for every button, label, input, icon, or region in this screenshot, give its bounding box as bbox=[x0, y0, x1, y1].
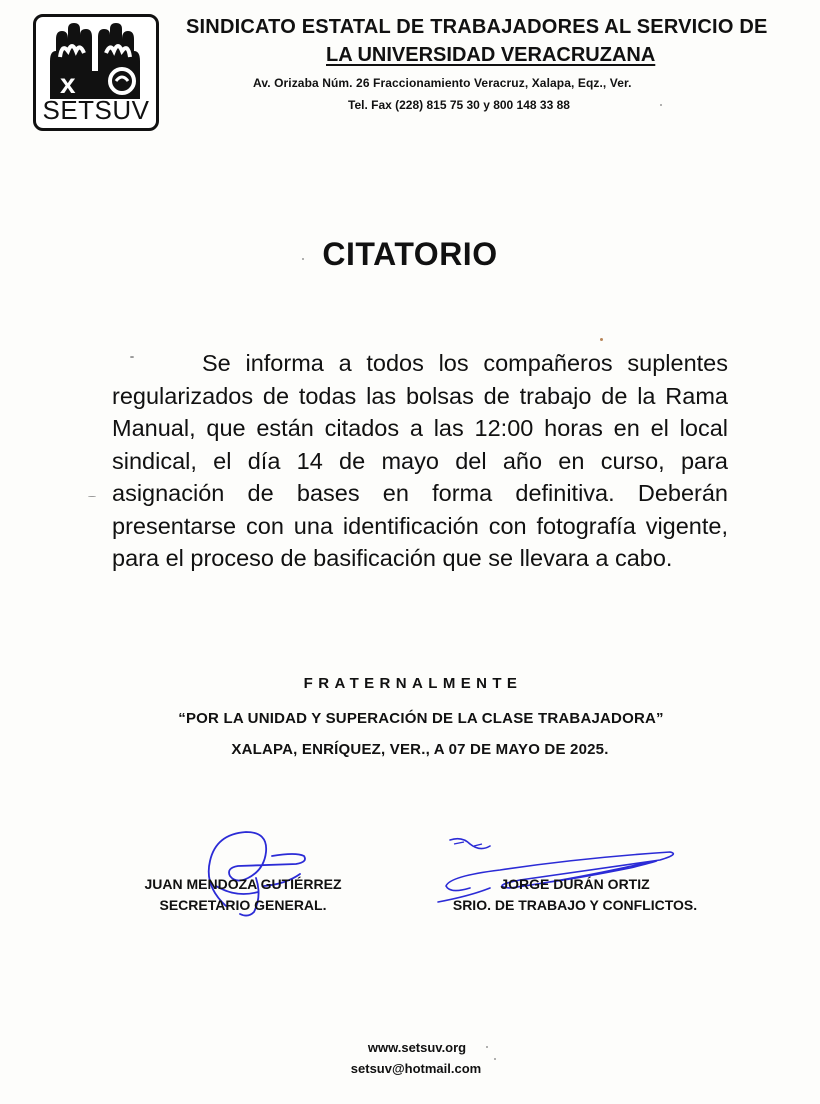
signatory-name: JUAN MENDOZA GUTIÉRREZ bbox=[144, 876, 342, 892]
notice-body: Se informa a todos los compañeros suplentes regularizados de todas las bolsas de trabajo de la Rama Manual, que están citados a las 12:00 horas en el local sindical, el día 14 de mayo del año en curso, para asignación de bases en forma definitiva. Deberán presentarse con una identificación con fotografía vigente, para el proceso de basificación que se llevara a cabo. bbox=[112, 350, 728, 571]
union-motto: “POR LA UNIDAD Y SUPERACIÓN DE LA CLASE TRABAJADORA” bbox=[178, 710, 664, 727]
hands-emblem-icon bbox=[42, 21, 152, 103]
signatory-position: SECRETARIO GENERAL. bbox=[159, 897, 327, 913]
signatory-position: SRIO. DE TRABAJO Y CONFLICTOS. bbox=[452, 897, 698, 913]
logo-text: SETSUV bbox=[42, 95, 150, 125]
scan-speck bbox=[130, 356, 134, 358]
scan-speck bbox=[600, 338, 603, 341]
scan-speck bbox=[88, 496, 96, 497]
scan-speck bbox=[494, 1058, 496, 1060]
scan-speck bbox=[660, 104, 662, 106]
signatory-right bbox=[420, 874, 730, 916]
footer-website[interactable]: www.setsuv.org bbox=[367, 1040, 467, 1055]
document-title: CITATORIO bbox=[322, 236, 498, 272]
setsuv-logo bbox=[33, 14, 159, 131]
scan-speck bbox=[486, 1046, 488, 1048]
signatory-name: JORGE DURÁN ORTIZ bbox=[500, 876, 650, 892]
svg-text:x: x bbox=[60, 68, 76, 99]
place-date: XALAPA, ENRÍQUEZ, VER., A 07 DE MAYO DE 2025. bbox=[231, 741, 609, 758]
org-name-line2: LA UNIVERSIDAD VERACRUZANA bbox=[326, 44, 656, 66]
org-address: Av. Orizaba Núm. 26 Fraccionamiento Veracruz, Xalapa, Eqz., Ver. bbox=[253, 76, 632, 90]
signatory-left bbox=[112, 874, 374, 916]
footer-email[interactable]: setsuv@hotmail.com bbox=[350, 1061, 482, 1076]
org-name-line1: SINDICATO ESTATAL DE TRABAJADORES AL SERVICIO DE bbox=[186, 16, 768, 38]
salutation: FRATERNALMENTE bbox=[303, 675, 523, 692]
scan-speck bbox=[302, 258, 304, 260]
org-phone: Tel. Fax (228) 815 75 30 y 800 148 33 88 bbox=[348, 98, 570, 112]
